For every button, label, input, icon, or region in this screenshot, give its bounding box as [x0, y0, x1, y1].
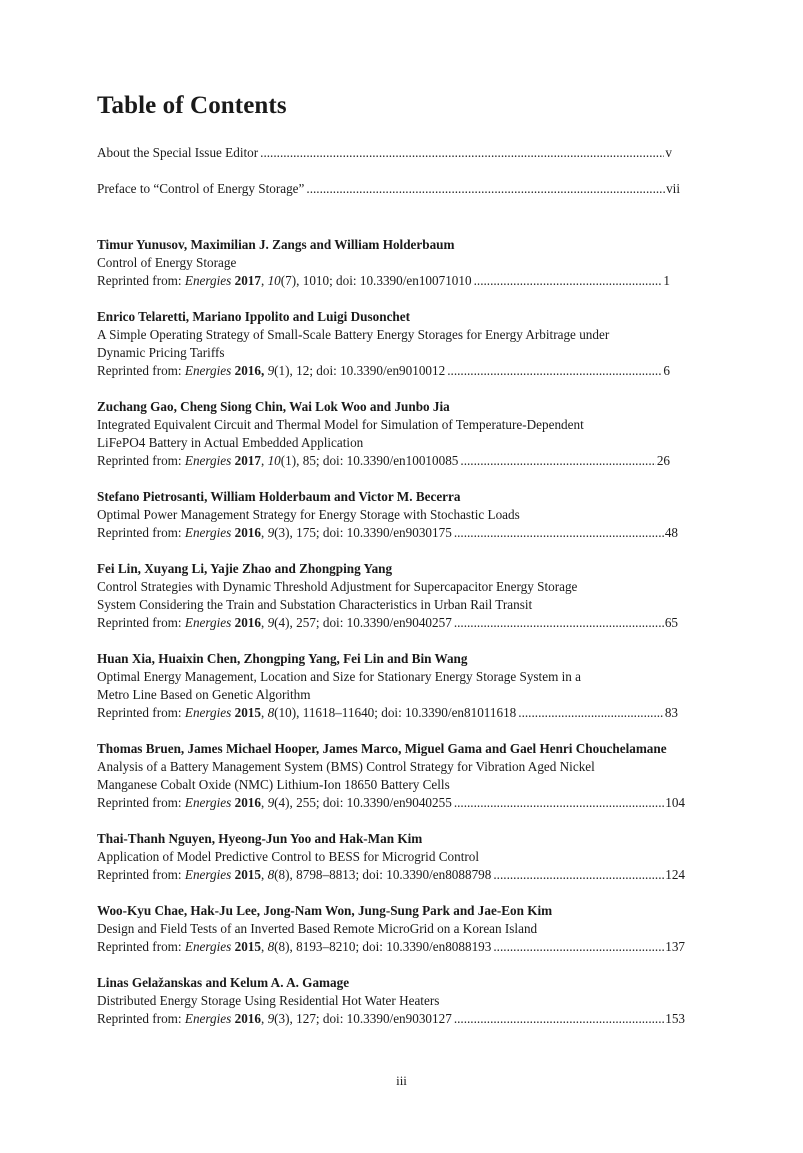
toc-entry[interactable] [97, 650, 685, 722]
citation-text [97, 866, 491, 884]
entry-title: Optimal Energy Management, Location and Size for Stationary Energy Storage System in a [97, 669, 582, 684]
separator: , [260, 453, 268, 468]
volume: 8 [267, 867, 275, 882]
toc-entry[interactable] [97, 560, 685, 632]
toc-page-number: 1 [663, 273, 670, 288]
entry-authors: Thai-Thanh Nguyen, Hyeong-Jun Yoo and Hak-Man Kim [97, 831, 423, 846]
year: 2017 [234, 453, 261, 468]
entry-title: Application of Model Predictive Control to BESS for Microgrid Control [97, 849, 480, 864]
reprint-label: Reprinted from: [97, 1011, 185, 1026]
toc-page-number: 6 [663, 363, 670, 378]
volume: 9 [267, 525, 275, 540]
journal-name: Energies [184, 615, 232, 630]
entry-authors: Huan Xia, Huaixin Chen, Zhongping Yang, Fei Lin and Bin Wang [97, 651, 468, 666]
separator: , [260, 705, 268, 720]
volume: 9 [267, 363, 275, 378]
toc-label: Preface to “Control of Energy Storage” [97, 181, 305, 196]
entry-title: Control Strategies with Dynamic Threshold Adjustment for Supercapacitor Energy Storage [97, 579, 578, 594]
toc-page-number: 137 [665, 939, 685, 954]
entry-title: Dynamic Pricing Tariffs [97, 345, 225, 360]
issue-doi: (10), 11618–11640; doi: 10.3390/en81011618 [274, 705, 517, 720]
year: 2016 [234, 795, 261, 810]
toc-entry[interactable] [97, 398, 685, 470]
dot-leader [306, 180, 665, 198]
entry-authors: Thomas Bruen, James Michael Hooper, James Marco, Miguel Gama and Gael Henri Chouchelamane [97, 741, 667, 756]
toc-entry[interactable] [97, 902, 685, 956]
dot-leader [454, 524, 664, 542]
dot-leader [454, 794, 664, 812]
entry-authors: Enrico Telaretti, Mariano Ippolito and Luigi Dusonchet [97, 309, 410, 324]
separator: , [260, 939, 268, 954]
toc-label: About the Special Issue Editor [97, 145, 259, 160]
volume: 9 [267, 1011, 275, 1026]
toc-entry[interactable] [97, 740, 685, 812]
citation-text [97, 452, 458, 470]
entry-title: Optimal Power Management Strategy for Energy Storage with Stochastic Loads [97, 507, 520, 522]
toc-page-number: 104 [665, 795, 685, 810]
separator: , [260, 615, 268, 630]
entry-title: Control of Energy Storage [97, 255, 237, 270]
entry-citation [97, 272, 670, 290]
entry-citation [97, 1010, 685, 1028]
entry-authors: Zuchang Gao, Cheng Siong Chin, Wai Lok Woo and Junbo Jia [97, 399, 450, 414]
reprint-label: Reprinted from: [97, 525, 185, 540]
reprint-label: Reprinted from: [97, 867, 185, 882]
journal-name: Energies [184, 705, 232, 720]
year: 2016 [234, 1011, 261, 1026]
citation-text [97, 938, 491, 956]
reprint-label: Reprinted from: [97, 705, 185, 720]
separator: , [260, 273, 268, 288]
toc-entry[interactable] [97, 236, 685, 290]
year: 2015 [234, 867, 261, 882]
toc-page-number: 124 [665, 867, 685, 882]
toc-entry[interactable] [97, 830, 685, 884]
dot-leader [474, 272, 663, 290]
journal-name: Energies [184, 273, 232, 288]
volume: 8 [267, 939, 275, 954]
toc-page-number: vii [666, 181, 680, 196]
toc-entry[interactable] [97, 974, 685, 1028]
entry-title: Analysis of a Battery Management System (BMS) Control Strategy for Vibration Aged Nickel [97, 759, 595, 774]
journal-name: Energies [184, 525, 232, 540]
toc-entry[interactable] [97, 308, 685, 380]
entry-title: Integrated Equivalent Circuit and Thermal Model for Simulation of Temperature-Dependent [97, 417, 584, 432]
entry-title: Design and Field Tests of an Inverted Based Remote MicroGrid on a Korean Island [97, 921, 538, 936]
citation-text [97, 704, 516, 722]
toc-page-number: 83 [664, 705, 678, 720]
separator: , [260, 867, 268, 882]
journal-name: Energies [184, 867, 232, 882]
citation-text [97, 524, 452, 542]
year: 2017 [234, 273, 261, 288]
volume: 8 [267, 705, 275, 720]
issue-doi: (3), 175; doi: 10.3390/en9030175 [274, 525, 452, 540]
issue-doi: (3), 127; doi: 10.3390/en9030127 [274, 1011, 452, 1026]
year: 2016 [234, 615, 261, 630]
page-title: Table of Contents [97, 92, 287, 119]
entry-title: System Considering the Train and Substation Characteristics in Urban Rail Transit [97, 597, 533, 612]
reprint-label: Reprinted from: [97, 453, 185, 468]
year: 2016 [234, 525, 261, 540]
entry-citation [97, 866, 685, 884]
entry-citation [97, 362, 670, 380]
toc-preface[interactable] [97, 180, 680, 198]
issue-doi: (7), 1010; doi: 10.3390/en10071010 [280, 273, 472, 288]
dot-leader [493, 938, 664, 956]
citation-text [97, 794, 452, 812]
toc-about-editor[interactable] [97, 144, 672, 162]
issue-doi: (8), 8193–8210; doi: 10.3390/en8088193 [274, 939, 492, 954]
separator: , [260, 1011, 268, 1026]
entry-title: Metro Line Based on Genetic Algorithm [97, 687, 311, 702]
dot-leader [454, 1010, 664, 1028]
entry-citation [97, 524, 678, 542]
issue-doi: (1), 85; doi: 10.3390/en10010085 [280, 453, 459, 468]
journal-name: Energies [184, 453, 232, 468]
journal-name: Energies [184, 363, 232, 378]
reprint-label: Reprinted from: [97, 939, 185, 954]
toc-entry[interactable] [97, 488, 685, 542]
entry-citation [97, 938, 685, 956]
volume: 10 [267, 273, 281, 288]
volume: 10 [267, 453, 281, 468]
year: 2015 [234, 939, 261, 954]
entry-authors: Stefano Pietrosanti, William Holderbaum and Victor M. Becerra [97, 489, 461, 504]
entry-citation [97, 794, 685, 812]
journal-name: Energies [184, 795, 232, 810]
issue-doi: (8), 8798–8813; doi: 10.3390/en8088798 [274, 867, 492, 882]
entry-authors: Timur Yunusov, Maximilian J. Zangs and William Holderbaum [97, 237, 455, 252]
issue-doi: (4), 257; doi: 10.3390/en9040257 [274, 615, 452, 630]
dot-leader [260, 144, 664, 162]
toc-page-number: v [665, 145, 672, 160]
entry-citation [97, 452, 670, 470]
separator: , [260, 525, 268, 540]
page-number: iii [396, 1073, 407, 1088]
year: 2015 [234, 705, 261, 720]
citation-text [97, 1010, 452, 1028]
entry-citation [97, 704, 678, 722]
reprint-label: Reprinted from: [97, 273, 185, 288]
entry-title: Manganese Cobalt Oxide (NMC) Lithium-Ion 18650 Battery Cells [97, 777, 450, 792]
entry-citation [97, 614, 678, 632]
toc-page-number: 48 [664, 525, 678, 540]
volume: 9 [267, 615, 275, 630]
entry-authors: Fei Lin, Xuyang Li, Yajie Zhao and Zhongping Yang [97, 561, 393, 576]
issue-doi: (1), 12; doi: 10.3390/en9010012 [274, 363, 446, 378]
entry-title: LiFePO4 Battery in Actual Embedded Application [97, 435, 364, 450]
issue-doi: (4), 255; doi: 10.3390/en9040255 [274, 795, 452, 810]
journal-name: Energies [184, 1011, 232, 1026]
volume: 9 [267, 795, 275, 810]
entry-authors: Linas Gelažanskas and Kelum A. A. Gamage [97, 975, 350, 990]
journal-name: Energies [184, 939, 232, 954]
reprint-label: Reprinted from: [97, 795, 185, 810]
dot-leader [447, 362, 662, 380]
dot-leader [518, 704, 664, 722]
toc-page-number: 65 [664, 615, 678, 630]
toc-entries [97, 236, 685, 1046]
citation-text [97, 362, 445, 380]
reprint-label: Reprinted from: [97, 363, 185, 378]
dot-leader [454, 614, 664, 632]
toc-page-number: 153 [665, 1011, 685, 1026]
reprint-label: Reprinted from: [97, 615, 185, 630]
entry-authors: Woo-Kyu Chae, Hak-Ju Lee, Jong-Nam Won, Jung-Sung Park and Jae-Eon Kim [97, 903, 553, 918]
entry-title: A Simple Operating Strategy of Small-Scale Battery Energy Storages for Energy Arbitrage under [97, 327, 610, 342]
separator: , [260, 795, 268, 810]
dot-leader [460, 452, 655, 470]
year: 2016, [234, 363, 265, 378]
entry-title: Distributed Energy Storage Using Residential Hot Water Heaters [97, 993, 440, 1008]
citation-text [97, 614, 452, 632]
citation-text [97, 272, 472, 290]
dot-leader [493, 866, 664, 884]
toc-page-number: 26 [656, 453, 670, 468]
